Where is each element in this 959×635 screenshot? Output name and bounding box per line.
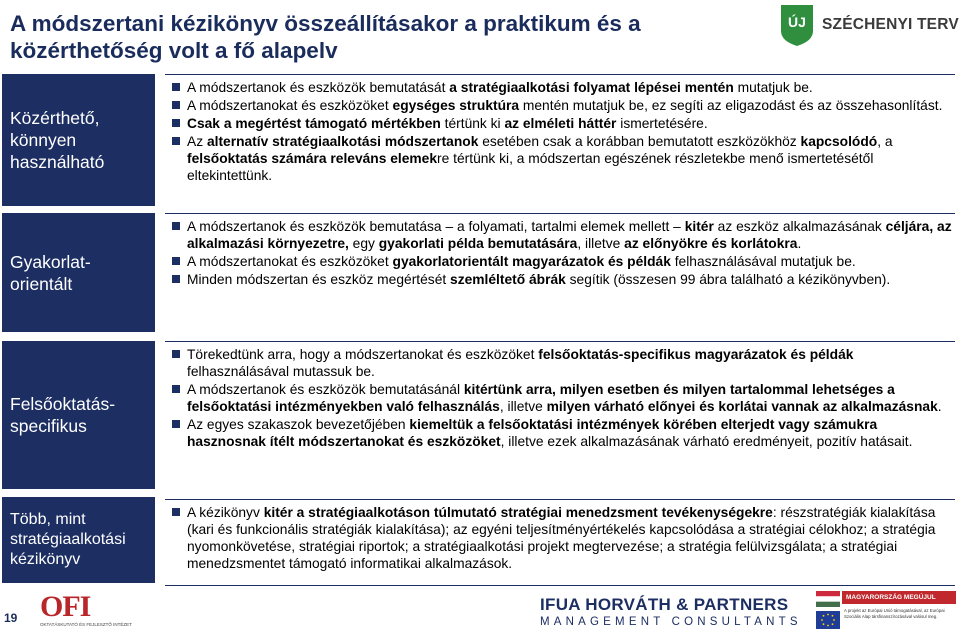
bullet-text: . bbox=[797, 236, 802, 251]
section-label-text: Felsőoktatás-specifikus bbox=[10, 394, 116, 436]
bullet-text: , illetve ezek alkalmazásának várható eredményeit, pozitív hatásait. bbox=[500, 434, 913, 449]
ifua-horvath-logo bbox=[540, 595, 802, 629]
bullet-item bbox=[165, 346, 955, 380]
page-title: A módszertani kézikönyv összeállításakor a praktikum és a közérthetőség volt a fő alapelv bbox=[10, 11, 641, 63]
bullet-text: A kézikönyv bbox=[187, 505, 264, 520]
ifua-logo-tagline: MANAGEMENT CONSULTANTS bbox=[540, 616, 802, 628]
bullet-text: A módszertanok és eszközök bemutatásánál bbox=[187, 382, 464, 397]
section-content-kozertheto bbox=[165, 74, 955, 208]
szechenyi-emblem-text: ÚJ bbox=[788, 14, 806, 30]
bullet-text-bold: kitértünk arra, milyen esetben és milyen tartalommal lehetséges a felsőoktatási intézményekben való felhasználás bbox=[187, 382, 895, 414]
bullet-text-bold: egységes struktúra bbox=[392, 98, 520, 113]
bullet-text-bold: szemléltető ábrák bbox=[450, 272, 566, 287]
bullet-list bbox=[165, 75, 955, 184]
bullet-text-bold: kitér a stratégiaalkotáson túlmutató stratégiai menedzsment tevékenységekre bbox=[263, 505, 773, 520]
section-label-kozertheto bbox=[2, 74, 155, 206]
bullet-text: Törekedtünk arra, hogy a módszertanokat és eszközöket bbox=[187, 347, 539, 362]
bullet-item bbox=[165, 253, 955, 270]
bullet-text-bold: Csak a megértést támogató mértékben bbox=[187, 116, 441, 131]
bullet-text-bold: kitér bbox=[684, 219, 714, 234]
eu-funding-badge bbox=[816, 591, 956, 633]
bullet-text: A módszertanokat és eszközöket bbox=[187, 98, 393, 113]
section-content-felsooktatas bbox=[165, 341, 955, 491]
bullet-text: A módszertanok és eszközök bemutatása – a folyamati, tartalmi elemek mellett – bbox=[187, 219, 685, 234]
szechenyi-logo-text: SZÉCHENYI TERV bbox=[822, 16, 959, 33]
bullet-text: tértünk ki bbox=[440, 116, 505, 131]
eu-funding-text: A projekt az Európai Unió támogatásával, az Európai Szociális Alap társfinanszírozásával valósul meg. bbox=[844, 608, 945, 619]
bullet-text: mentén mutatjuk be, ez segíti az eligazodást és az összehasonlítást. bbox=[519, 98, 943, 113]
section-label-text: Több, mint stratégiaalkotási kézikönyv bbox=[10, 511, 126, 568]
magyarorszag-megujul-banner: MAGYARORSZÁG MEGÚJUL bbox=[842, 591, 956, 604]
ifua-logo-name: IFUA HORVÁTH & PARTNERS bbox=[540, 595, 789, 614]
bullet-text-bold: céljára, az alkalmazási környezetre, bbox=[187, 219, 952, 251]
bullet-text-bold: kiemeltük a felsőoktatási intézmények körében elterjedt vagy számukra hasznosnak ítélt módszertanokat és eszközöket bbox=[187, 417, 878, 449]
bullet-item bbox=[165, 381, 955, 415]
bullet-text: , a bbox=[877, 134, 893, 149]
bullet-text-bold: felsőoktatás számára releváns elemek bbox=[187, 151, 438, 166]
bullet-text: re tértünk ki, a módszertan egészének részletekbe menő ismertetésétől eltekintettünk. bbox=[187, 151, 874, 183]
bullet-item bbox=[165, 97, 955, 114]
bullet-text: : részstratégiák kialakítása (kari és funkcionális stratégiák kialakítása); az egyéni teljesítményértékelés kapcsolódása a stratégiai célokhoz; a stratégia nyomonkövetése, stratégiai riportok; a stratégiaalkotási projekt megtervezése; a stratégia felülvizsgálata; a stratégiai menedzsmentet támogató informatikai alkalmazások. bbox=[187, 505, 936, 571]
bullet-item bbox=[165, 133, 955, 184]
page-number: 19 bbox=[4, 611, 18, 625]
footer-divider bbox=[165, 585, 955, 586]
bullet-text: Az bbox=[187, 134, 207, 149]
section-label-text: Közérthető, könnyen használható bbox=[10, 108, 105, 172]
section-label-gyakorlatorientalt bbox=[2, 213, 155, 332]
bullet-item bbox=[165, 416, 955, 450]
bullet-item bbox=[165, 115, 955, 132]
bullet-text-bold: a stratégiaalkotási folyamat lépései mentén bbox=[449, 80, 734, 95]
bullet-item bbox=[165, 218, 955, 252]
section-label-tobb-mint bbox=[2, 497, 155, 583]
bullet-text-bold: az elméleti háttér bbox=[504, 116, 617, 131]
section-content-gyakorlatorientalt bbox=[165, 213, 955, 337]
szechenyi-emblem-icon bbox=[778, 3, 816, 47]
ofi-logo-mark: OFI bbox=[40, 590, 91, 623]
eu-flag-icon bbox=[816, 611, 840, 629]
hungarian-flag-icon bbox=[816, 591, 840, 607]
bullet-text-bold: kapcsolódó bbox=[800, 134, 878, 149]
bullet-text: mutatjuk be. bbox=[733, 80, 813, 95]
bullet-text: , illetve bbox=[499, 399, 547, 414]
bullet-list bbox=[165, 214, 955, 288]
bullet-text: felhasználásával mutatjuk be. bbox=[670, 254, 856, 269]
bullet-list bbox=[165, 342, 955, 450]
ofi-logo-subtitle: OKTATÁSKUTATÓ ÉS FEJLESZTŐ INTÉZET bbox=[40, 622, 132, 627]
bullet-text: az eszköz alkalmazásának bbox=[713, 219, 886, 234]
bullet-text-bold: az előnyökre és korlátokra bbox=[624, 236, 798, 251]
bullet-text: segítik (összesen 99 ábra található a kézikönyvben). bbox=[565, 272, 891, 287]
bullet-text-bold: gyakorlati példa bemutatására bbox=[378, 236, 578, 251]
bullet-text-bold: felsőoktatás-specifikus magyarázatok és példák bbox=[538, 347, 854, 362]
bullet-text-bold: alternatív stratégiaalkotási módszertanok bbox=[206, 134, 479, 149]
bullet-item bbox=[165, 79, 955, 96]
bullet-list bbox=[165, 500, 955, 572]
section-label-felsooktatas bbox=[2, 341, 155, 489]
bullet-text: . bbox=[937, 399, 942, 414]
bullet-text: egy bbox=[348, 236, 379, 251]
section-label-text: Gyakorlat-orientált bbox=[10, 251, 91, 294]
bullet-text: Az egyes szakaszok bevezetőjében bbox=[187, 417, 410, 432]
bullet-text: esetében csak a korábban bemutatott eszközökhöz bbox=[478, 134, 801, 149]
bullet-text: A módszertanokat és eszközöket bbox=[187, 254, 393, 269]
ofi-logo bbox=[40, 592, 140, 632]
bullet-text: felhasználásával mutassuk be. bbox=[187, 364, 375, 379]
section-content-tobb-mint bbox=[165, 499, 955, 583]
bullet-text-bold: milyen várható előnyei és korlátai vannak az alkalmazásnak bbox=[546, 399, 938, 414]
bullet-text: ismertetésére. bbox=[616, 116, 708, 131]
bullet-item bbox=[165, 271, 955, 288]
bullet-text: A módszertanok és eszközök bemutatását bbox=[187, 80, 450, 95]
bullet-item bbox=[165, 504, 955, 572]
bullet-text-bold: gyakorlatorientált magyarázatok és példák bbox=[392, 254, 671, 269]
bullet-text: , illetve bbox=[577, 236, 625, 251]
szechenyi-terv-logo bbox=[778, 2, 959, 48]
bullet-text: Minden módszertan és eszköz megértését bbox=[187, 272, 451, 287]
